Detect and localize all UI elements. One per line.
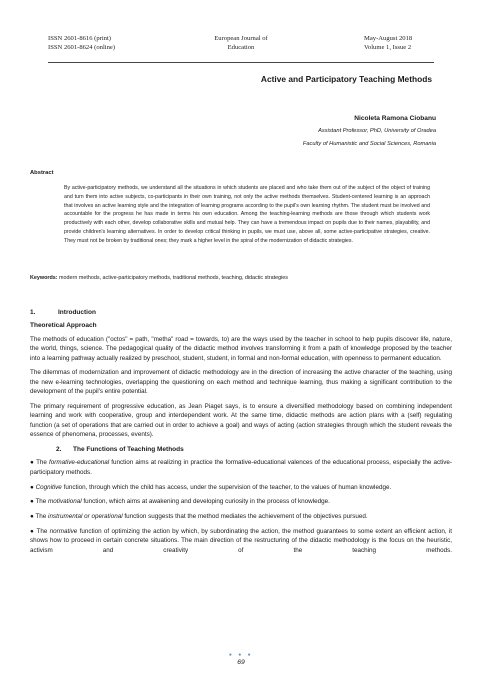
bullet-term: normative [49, 528, 78, 536]
article-title: Active and Participatory Teaching Methods [260, 74, 432, 84]
author-affiliation-2: Faculty of Humanistic and Social Sciences, Romania [302, 141, 436, 147]
article-body [30, 308, 452, 561]
bullet-term: Cognitive [35, 483, 62, 491]
paragraph: The methods of education ("octos" = path, "metha" road = towards, to) are the ways used by the teacher in school to help pupils discover life, nature, the world, things, science. The pedagogical quality of the didactic method involves transforming it from a path of knowledge proposed by the teacher into a learning pathway actually realized by preschool, student, student, in formal and non-formal education, with openness to permanent education. [30, 335, 452, 362]
bullet-text: function, which aims at awakening and developing curiosity in the process of knowledge. [81, 498, 330, 506]
section-number: 2. [56, 446, 62, 454]
bullet-lead: ● [30, 483, 36, 491]
keywords-label: Keywords: [30, 275, 58, 281]
page-number: 69 [237, 659, 245, 666]
bullet-text: function of optimizing the action by which, by subordinating the action, the method guarantees to some extent an efficient action, it shows how to proceed in certain concrete situations. The main direction of the restructuring of the didactic methodology is the focus on the heuristic, activism and creativity of the teaching methods. [30, 528, 453, 554]
section-heading-functions [30, 445, 452, 454]
issn-online: ISSN 2601-8624 (online) [48, 44, 116, 51]
issue-date: May-August 2018 [364, 35, 413, 42]
journal-name-line2: Education [227, 44, 255, 51]
bullet-text: function suggests that the method mediates the achievement of the objectives pursued. [122, 513, 368, 521]
bullet-item [30, 483, 452, 492]
bullet-text: function, through which the child has access, under the supervision of the teacher, to the values of human knowledge. [61, 483, 392, 491]
header-divider [48, 62, 434, 63]
bullet-lead: ● The [30, 513, 49, 521]
bullet-item [30, 527, 452, 555]
bullet-lead: ● The [30, 528, 50, 536]
keywords [30, 274, 450, 282]
issn-print: ISSN 2601-8616 (print) [48, 35, 112, 42]
issue-info [364, 34, 434, 52]
bullet-item [30, 512, 452, 521]
journal-name-line1: European Journal of [214, 35, 268, 42]
author-name: Nicoleta Ramona Ciobanu [354, 115, 436, 122]
bullet-item [30, 497, 452, 506]
bullet-term: motivational [48, 498, 82, 506]
keywords-text: modern methods, active-participatory methods, traditional methods, teaching, didactic strategies [57, 275, 288, 281]
bullet-lead: ● The [30, 498, 49, 506]
page-header [48, 34, 434, 62]
abstract-heading: Abstract [30, 170, 54, 176]
footer-ornament: ● ● ● [228, 652, 254, 658]
author-affiliation-1: Assistant Professor, PhD, University of Oradea [318, 128, 436, 134]
subsection-heading: Theoretical Approach [30, 322, 97, 330]
bullet-term: instrumental or operational [48, 513, 123, 521]
bullet-lead: ● The [30, 459, 49, 467]
section-title: Introduction [58, 309, 96, 316]
paragraph: The dilemmas of modernization and improvement of didactic methodology are in the direction of increasing the active character of the teaching, using the new e-learning technologies, overlapping the questioning on each method and technique learning, thus making a significant contribution to the development of the pupil's entire potential. [30, 369, 452, 396]
section-heading-introduction [30, 308, 452, 317]
issue-volume: Volume 1, Issue 2 [364, 44, 412, 51]
bullet-text: function aims at realizing in practice the formative-educational valences of the educational process, especially the active-participatory methods. [30, 459, 452, 476]
paragraph: The primary requirement of progressive education, as Jean Piaget says, is to ensure a diversified methodology based on combining independent learning and work with cooperative, group and interdependent work. At the same time, didactic methods are action plans with a (self) regulating function (a set of operations that are carried out in order to achieve a goal) and ways of acting (action strategies through which the student reveals the essence of phenomena, processes, events). [30, 403, 452, 439]
abstract-text: By active-participatory methods, we understand all the situations in which students are placed and who take them out of the subject of the object of training and turn them into active subjects, co-participants in their own training, not only the active methods themselves. Student-centered learning is an approach that involves an active learning style and the integration of learning programs according to the pupil's own learning rhythm. The student must be involved and accountable for the progress he has made in terms his own education. Among the teaching-learning methods are those through which students work productively with each other, develop collaborative skills and mutual help. They can have a tremendous impact on pupils due to their names, playability, and provide children's learning alternatives. In order to develop critical thinking in pupils, we must use, above all, some active-participative strategies, creative. They must not be broken by traditional ones; they mark a higher level in the spiral of the modernization of didactic strategies. [64, 185, 430, 244]
section-number: 1. [30, 309, 36, 316]
bullet-item [30, 458, 452, 477]
section-title: The Functions of Teaching Methods [73, 446, 184, 454]
bullet-term: formative-educational [48, 459, 110, 467]
